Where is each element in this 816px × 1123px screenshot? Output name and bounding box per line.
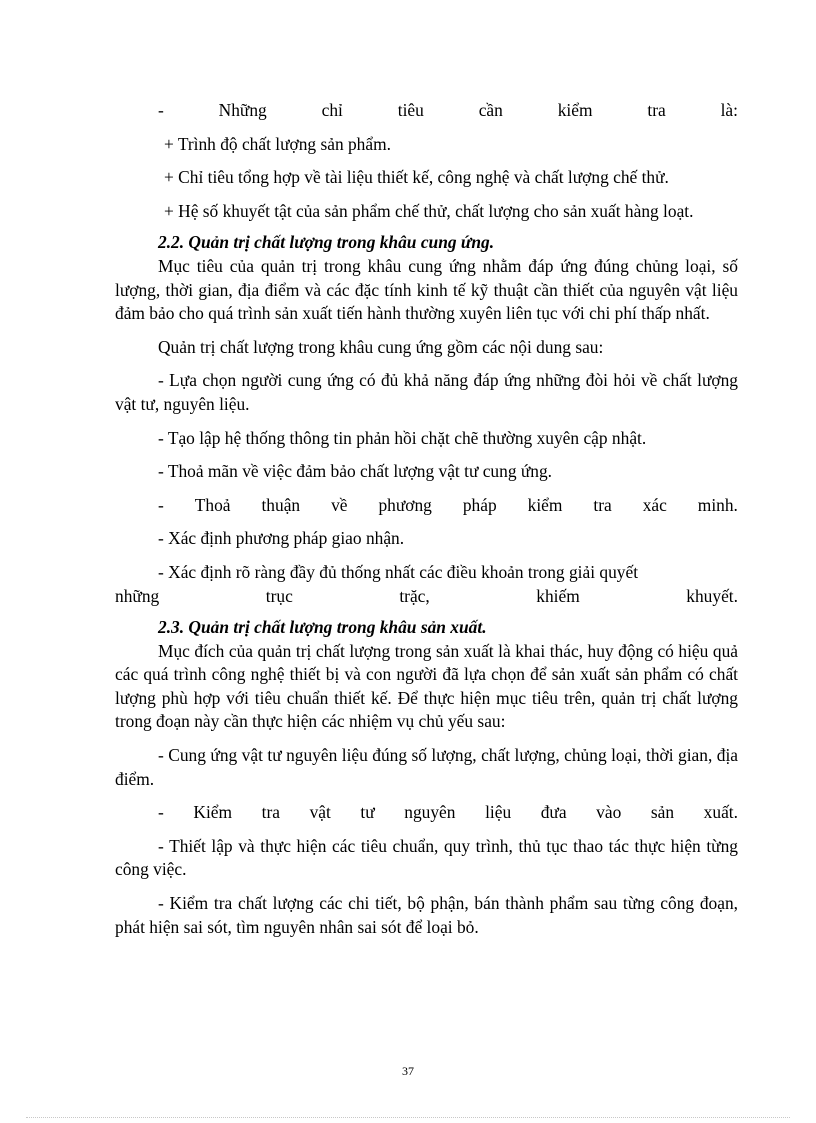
criteria-item-2: + Chỉ tiêu tổng hợp về tài liệu thiết kế, công nghệ và chất lượng chế thử. [164, 167, 669, 188]
footer-divider [26, 1117, 790, 1118]
word: xác [642, 494, 667, 515]
production-item-3: - Thiết lập và thực hiện các tiêu chuẩn, quy trình, thủ tục thao tác thực hiện từng công việc. [115, 835, 738, 880]
word: tra [261, 802, 280, 823]
production-item-1: - Cung ứng vật tư nguyên liệu đúng số lượng, chất lượng, chủng loại, thời gian, địa điểm. [115, 745, 738, 789]
word: kiểm [557, 100, 593, 120]
section-2-2-paragraph-1: Mục tiêu của quản trị trong khâu cung ứng nhằm đáp ứng đúng chủng loại, số lượng, thời gian, địa điểm và các đặc tính kinh tế kỹ thuật cần thiết của nguyên vật liệu đảm bảo cho quá trình sản xuất tiến hành thường xuyên liên tục với chi phí thấp nhất. [115, 255, 738, 324]
word: tra [593, 494, 612, 515]
section-heading-2-2: 2.2. Quản trị chất lượng trong khâu cung ứng. [158, 232, 495, 253]
word: những [115, 585, 160, 606]
word: kiểm [527, 494, 563, 515]
word: tiêu [397, 100, 424, 120]
production-item-2 [115, 801, 738, 825]
word: đưa [540, 802, 567, 823]
word: trặc, [399, 585, 430, 606]
word: - [158, 100, 164, 120]
word: liệu [485, 802, 512, 823]
supply-item-3: - Thoả mãn về việc đảm bảo chất lượng vật tư cung ứng. [158, 461, 553, 482]
word: vật [309, 802, 331, 823]
criteria-item-1: + Trình độ chất lượng sản phẩm. [164, 133, 391, 154]
supply-item-4 [115, 494, 738, 518]
word: khuyết. [686, 585, 738, 606]
supply-item-6-line-2 [115, 585, 738, 609]
page-content [115, 99, 738, 939]
word: thuận [261, 494, 301, 515]
word: là: [720, 100, 738, 120]
section-heading-2-3: 2.3. Quản trị chất lượng trong khâu sản xuất. [158, 617, 487, 638]
criteria-intro-line [115, 99, 738, 123]
section-2-3-paragraph-1: Mục đích của quản trị chất lượng trong sản xuất là khai thác, huy động có hiệu quả các quá trình công nghệ thiết bị và con người đã lựa chọn để sản xuất sản phẩm có chất lượng phù hợp với tiêu chuẩn thiết kế. Để thực hiện mục tiêu trên, quản trị chất lượng trong đoạn này cần thực hiện các nhiệm vụ chủ yếu sau: [115, 640, 738, 732]
word: tra [647, 100, 666, 120]
word: pháp [462, 494, 497, 515]
word: Thoả [194, 494, 231, 515]
word: phương [378, 494, 432, 515]
word: về [331, 494, 348, 515]
word: nguyên [404, 802, 456, 823]
word: tư [360, 802, 375, 823]
word: chỉ [321, 100, 343, 120]
word: - [158, 802, 164, 823]
word: khiếm [536, 585, 580, 606]
section-2-2-paragraph-2: Quản trị chất lượng trong khâu cung ứng gồm các nội dung sau: [158, 336, 604, 357]
supply-item-5: - Xác định phương pháp giao nhận. [158, 528, 405, 549]
word: xuất. [703, 802, 738, 823]
word: Kiểm [193, 802, 233, 823]
word: trục [265, 585, 293, 606]
word: Những [218, 100, 267, 120]
word: minh. [697, 494, 738, 515]
word: cần [478, 100, 503, 120]
criteria-item-3: + Hệ số khuyết tật của sản phẩm chế thử, chất lượng cho sản xuất hàng loạt. [164, 200, 694, 221]
page-number: 37 [402, 1064, 414, 1078]
production-item-4: - Kiểm tra chất lượng các chi tiết, bộ phận, bán thành phẩm sau từng công đoạn, phát hiện sai sót, tìm nguyên nhân sai sót để loại bỏ. [115, 893, 738, 937]
supply-item-2: - Tạo lập hệ thống thông tin phản hồi chặt chẽ thường xuyên cập nhật. [158, 427, 647, 448]
word: vào [596, 802, 622, 823]
supply-item-1: - Lựa chọn người cung ứng có đủ khả năng đáp ứng những đòi hỏi về chất lượng vật tư, nguyên liệu. [115, 370, 738, 414]
word: sản [650, 802, 675, 823]
supply-item-6-line-1: - Xác định rõ ràng đầy đủ thống nhất các điều khoản trong giải quyết [158, 561, 639, 582]
word: - [158, 494, 164, 515]
